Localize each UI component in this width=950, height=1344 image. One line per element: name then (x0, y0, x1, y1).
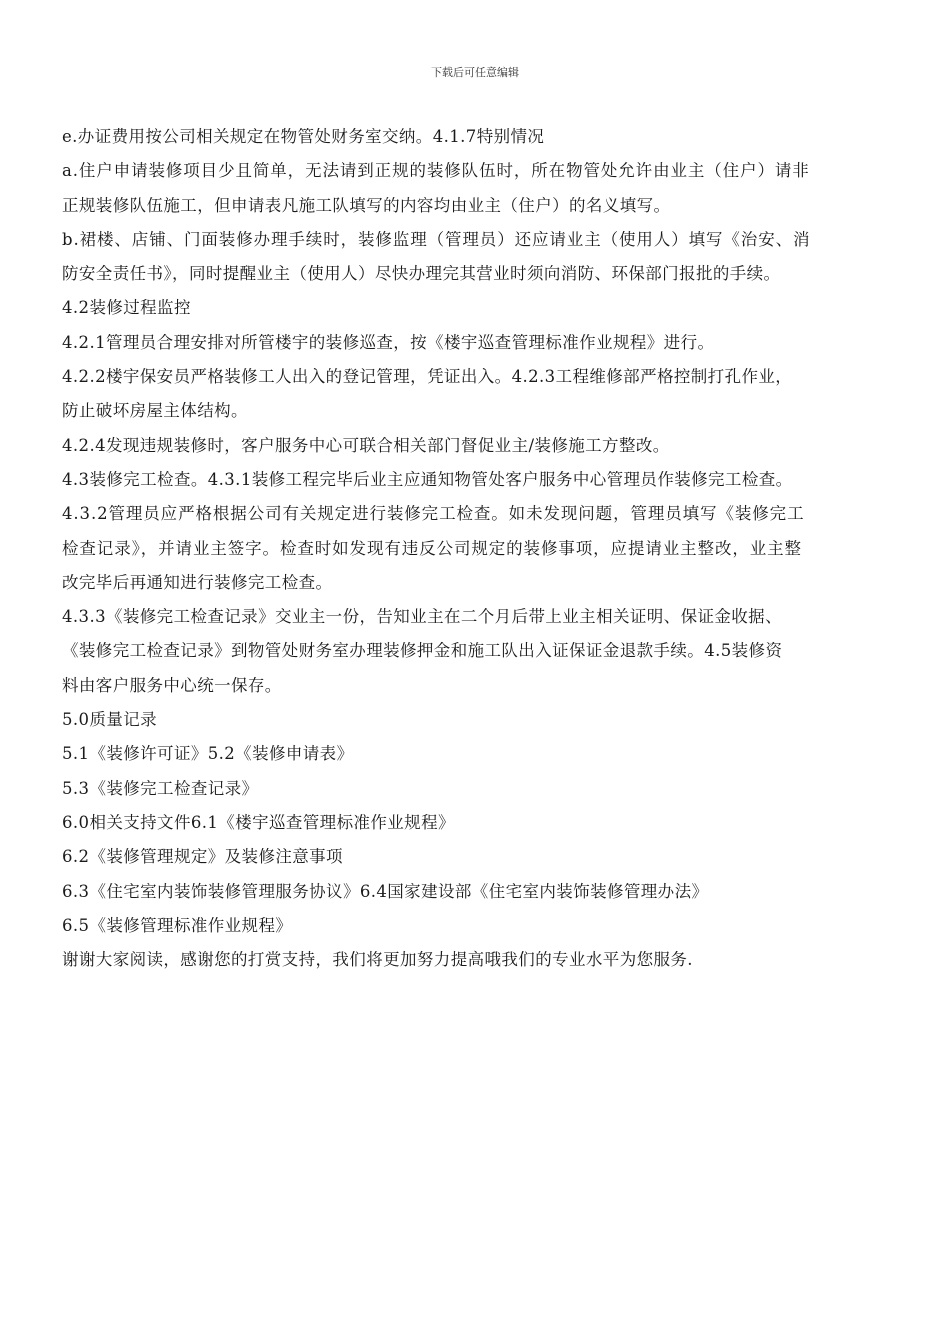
text-line: 6.0相关支持文件6.1《楼宇巡查管理标准作业规程》 (62, 812, 455, 832)
text-line: 4.3装修完工检查。4.3.1装修工程完毕后业主应通知物管处客户服务中心管理员作装修完工检查。 (62, 469, 793, 489)
text-line: 6.3《住宅室内装饰装修管理服务协议》6.4国家建设部《住宅室内装饰装修管理办法》 (62, 881, 709, 901)
text-line: e.办证费用按公司相关规定在物管处财务室交纳。4.1.7特别情况 (62, 127, 545, 146)
text-line: 5.3《装修完工检查记录》 (62, 778, 259, 798)
document-body (62, 120, 890, 977)
text-line: 正规装修队伍施工，但申请表凡施工队填写的内容均由业主（住户）的名义填写。 (62, 195, 671, 215)
text-line: b.裙楼、店铺、门面装修办理手续时，装修监理（管理员）还应请业主（使用人）填写《治安、消 (62, 229, 811, 249)
text-line: 改完毕后再通知进行装修完工检查。 (62, 572, 333, 592)
page-header-note: 下载后可任意编辑 (431, 66, 519, 79)
text-line: 检查记录》，并请业主签字。检查时如发现有违反公司规定的装修事项，应提请业主整改，业主整 (62, 538, 802, 558)
text-line: 防安全责任书》，同时提醒业主（使用人）尽快办理完其营业时须向消防、环保部门报批的手续。 (62, 264, 781, 284)
text-line: 6.5《装修管理标准作业规程》 (62, 915, 293, 935)
text-line: 料由客户服务中心统一保存。 (62, 675, 282, 695)
text-line: 4.3.2管理员应严格根据公司有关规定进行装修完工检查。如未发现问题，管理员填写《装修完工 (62, 504, 805, 524)
text-line: 《装修完工检查记录》到物管处财务室办理装修押金和施工队出入证保证金退款手续。4.5装修资 (62, 641, 783, 661)
closing-line: 谢谢大家阅读，感谢您的打赏支持，我们将更加努力提高哦我们的专业水平为您服务. (62, 950, 693, 970)
text-line: 4.2.4发现违规装修时，客户服务中心可联合相关部门督促业主/装修施工方整改。 (62, 435, 670, 455)
text-line: 6.2《装修管理规定》及装修注意事项 (62, 847, 343, 867)
text-line: 防止破坏房屋主体结构。 (62, 401, 248, 421)
text-line: 4.2.1管理员合理安排对所管楼宇的装修巡查，按《楼宇巡查管理标准作业规程》进行。 (62, 332, 715, 352)
section-heading: 4.2装修过程监控 (62, 298, 191, 318)
text-line: 4.3.3《装修完工检查记录》交业主一份，告知业主在二个月后带上业主相关证明、保证金收据、 (62, 607, 782, 627)
text-line: a.住户申请装修项目少且简单，无法请到正规的装修队伍时，所在物管处允许由业主（住户）请非 (62, 161, 810, 181)
text-line: 5.1《装修许可证》5.2《装修申请表》 (62, 744, 354, 764)
section-heading: 5.0质量记录 (62, 710, 158, 730)
text-line: 4.2.2楼宇保安员严格装修工人出入的登记管理，凭证出入。4.2.3工程维修部严格控制打孔作业， (62, 367, 793, 387)
